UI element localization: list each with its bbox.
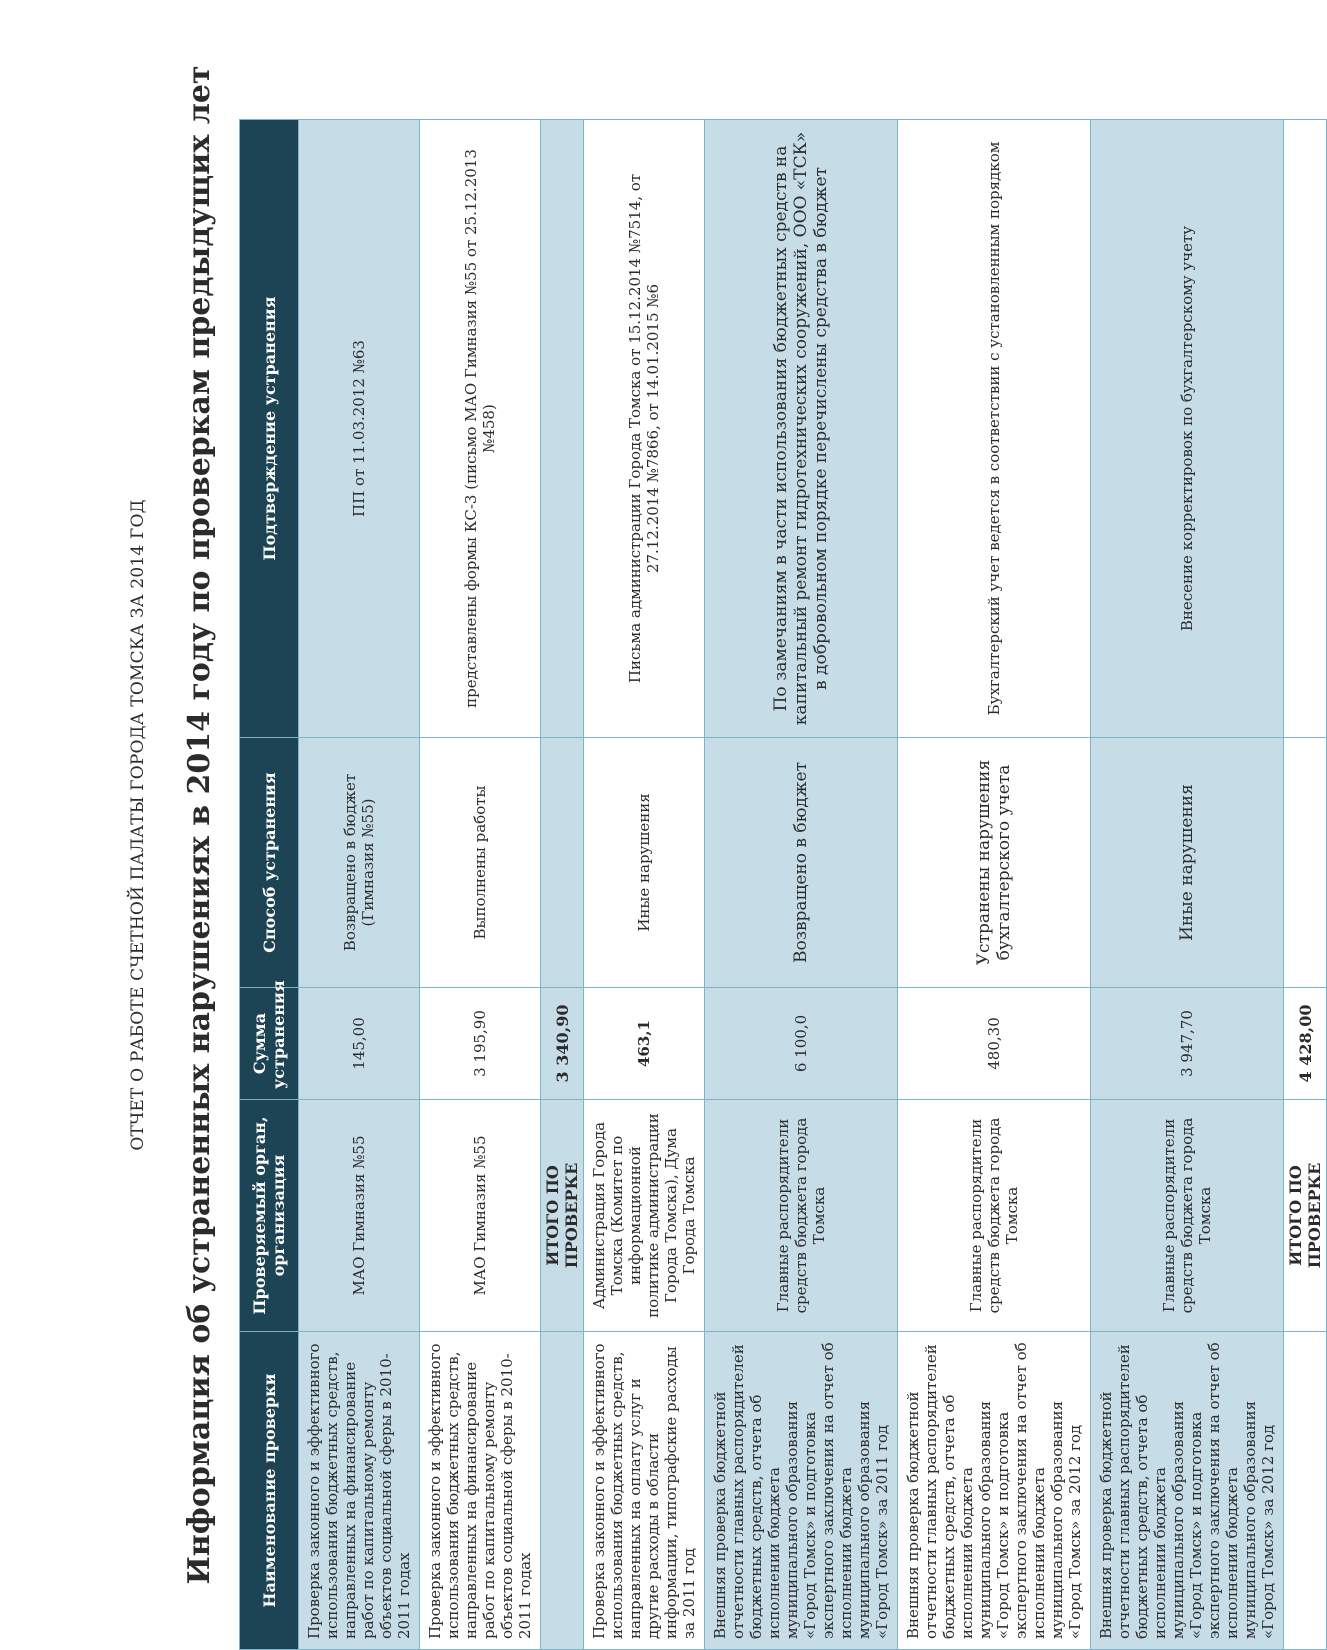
cell-org: МАО Гимназия №55: [299, 1100, 420, 1332]
column-header-confirm: Подтверждение устранения: [240, 120, 299, 738]
total-sum: 4 428,00: [1284, 988, 1327, 1100]
column-header-org: Проверяемый орган, организация: [240, 1100, 299, 1332]
table-row: [299, 120, 420, 1650]
cell-method: Иные нарушения: [584, 738, 705, 988]
total-sum: 3 340,90: [541, 988, 584, 1100]
cell-name: Внешняя проверка бюджетной отчетности главных распорядителей бюджетных средств, отчета об исполнении бюджета муниципального образования «Город Томск» и подготовка экспертного заключения на отчет об исполнении бюджета муниципального образования «Город Томск» за 2012 год: [898, 1332, 1091, 1650]
cell-confirm: По замечаниям в части использования бюджетных средств на капитальный ремонт гидротехнических сооружений, ООО «ТСК» в добровольном порядке перечислены средства в бюджет: [705, 120, 898, 738]
cell-confirm: представлены формы КС-3 (письмо МАО Гимназия №55 от 25.12.2013 №458): [420, 120, 541, 738]
cell-org: Главные распорядители средств бюджета города Томска: [705, 1100, 898, 1332]
cell-sum: 6 100,0: [705, 988, 898, 1100]
table-row: [705, 120, 898, 1650]
total-row: [541, 120, 584, 1650]
column-header-name: Наименование проверки: [240, 1332, 299, 1650]
cell-org: Администрация Города Томска (Комитет по информационной политике администрации Города Томска), Дума Города Томска: [584, 1100, 705, 1332]
cell-org: Главные распорядители средств бюджета города Томска: [898, 1100, 1091, 1332]
table-row: [584, 120, 705, 1650]
cell-method: Устранены нарушения бухгалтерского учета: [898, 738, 1091, 988]
cell-confirm: ПП от 11.03.2012 №63: [299, 120, 420, 738]
cell-sum: 463,1: [584, 988, 705, 1100]
cell-name: Внешняя проверка бюджетной отчетности главных распорядителей бюджетных средств, отчета об исполнении бюджета муниципального образования «Город Томск» и подготовка экспертного заключения на отчет об исполнении бюджета муниципального образования «Город Томск» за 2011 год: [705, 1332, 898, 1650]
cell-sum: 145,00: [299, 988, 420, 1100]
cell-method: Иные нарушения: [1091, 738, 1284, 988]
cell-org: Главные распорядители средств бюджета города Томска: [1091, 1100, 1284, 1332]
cell-confirm: Бухгалтерский учет ведется в соответствии с установленным порядком: [898, 120, 1091, 738]
table-row: [420, 120, 541, 1650]
total-row: [1284, 120, 1327, 1650]
page-title: Информация об устраненных нарушениях в 2014 году по проверкам предыдущих лет: [182, 65, 217, 1585]
cell-sum: 3 195,90: [420, 988, 541, 1100]
cell-method: Возвращено в бюджет: [705, 738, 898, 988]
total-label: ИТОГО ПО ПРОВЕРКЕ: [541, 1100, 584, 1332]
table-row: [1091, 120, 1284, 1650]
cell-org: МАО Гимназия №55: [420, 1100, 541, 1332]
report-header: ОТЧЕТ О РАБОТЕ СЧЕТНОЙ ПАЛАТЫ ГОРОДА ТОМСКА ЗА 2014 ГОД: [128, 499, 148, 1151]
cell-name: Внешняя проверка бюджетной отчетности главных распорядителей бюджетных средств, отчета об исполнении бюджета муниципального образования «Город Томск» и подготовка экспертного заключения на отчет об исполнении бюджета муниципального образования «Город Томск» за 2012 год: [1091, 1332, 1284, 1650]
cell-method: Выполнены работы: [420, 738, 541, 988]
column-header-method: Способ устранения: [240, 738, 299, 988]
table-header-row: [240, 120, 299, 1650]
total-label: ИТОГО ПО ПРОВЕРКЕ: [1284, 1100, 1327, 1332]
cell-name: Проверка законного и эффективного использования бюджетных средств, направленных на оплату услуг и другие расходы в области информации, типографские расходы за 2011 год: [584, 1332, 705, 1650]
cell-method: Возвращено в бюджет (Гимназия №55): [299, 738, 420, 988]
column-header-sum: Сумма устранения: [240, 988, 299, 1100]
cell-sum: 3 947,70: [1091, 988, 1284, 1100]
table-row: [898, 120, 1091, 1650]
violations-table: [239, 119, 1327, 1650]
cell-name: Проверка законного и эффективного использования бюджетных средств, направленных на финансирование работ по капитальному ремонту объектов социальной сферы в 2010-2011 годах: [299, 1332, 420, 1650]
cell-confirm: Внесение корректировок по бухгалтерскому учету: [1091, 120, 1284, 738]
cell-sum: 480,30: [898, 988, 1091, 1100]
cell-name: Проверка законного и эффективного использования бюджетных средств, направленных на финансирование работ по капитальному ремонту объектов социальной сферы в 2010-2011 годах: [420, 1332, 541, 1650]
cell-confirm: Письма администрации Города Томска от 15.12.2014 №7514, от 27.12.2014 №7866, от 14.01.2015 №6: [584, 120, 705, 738]
